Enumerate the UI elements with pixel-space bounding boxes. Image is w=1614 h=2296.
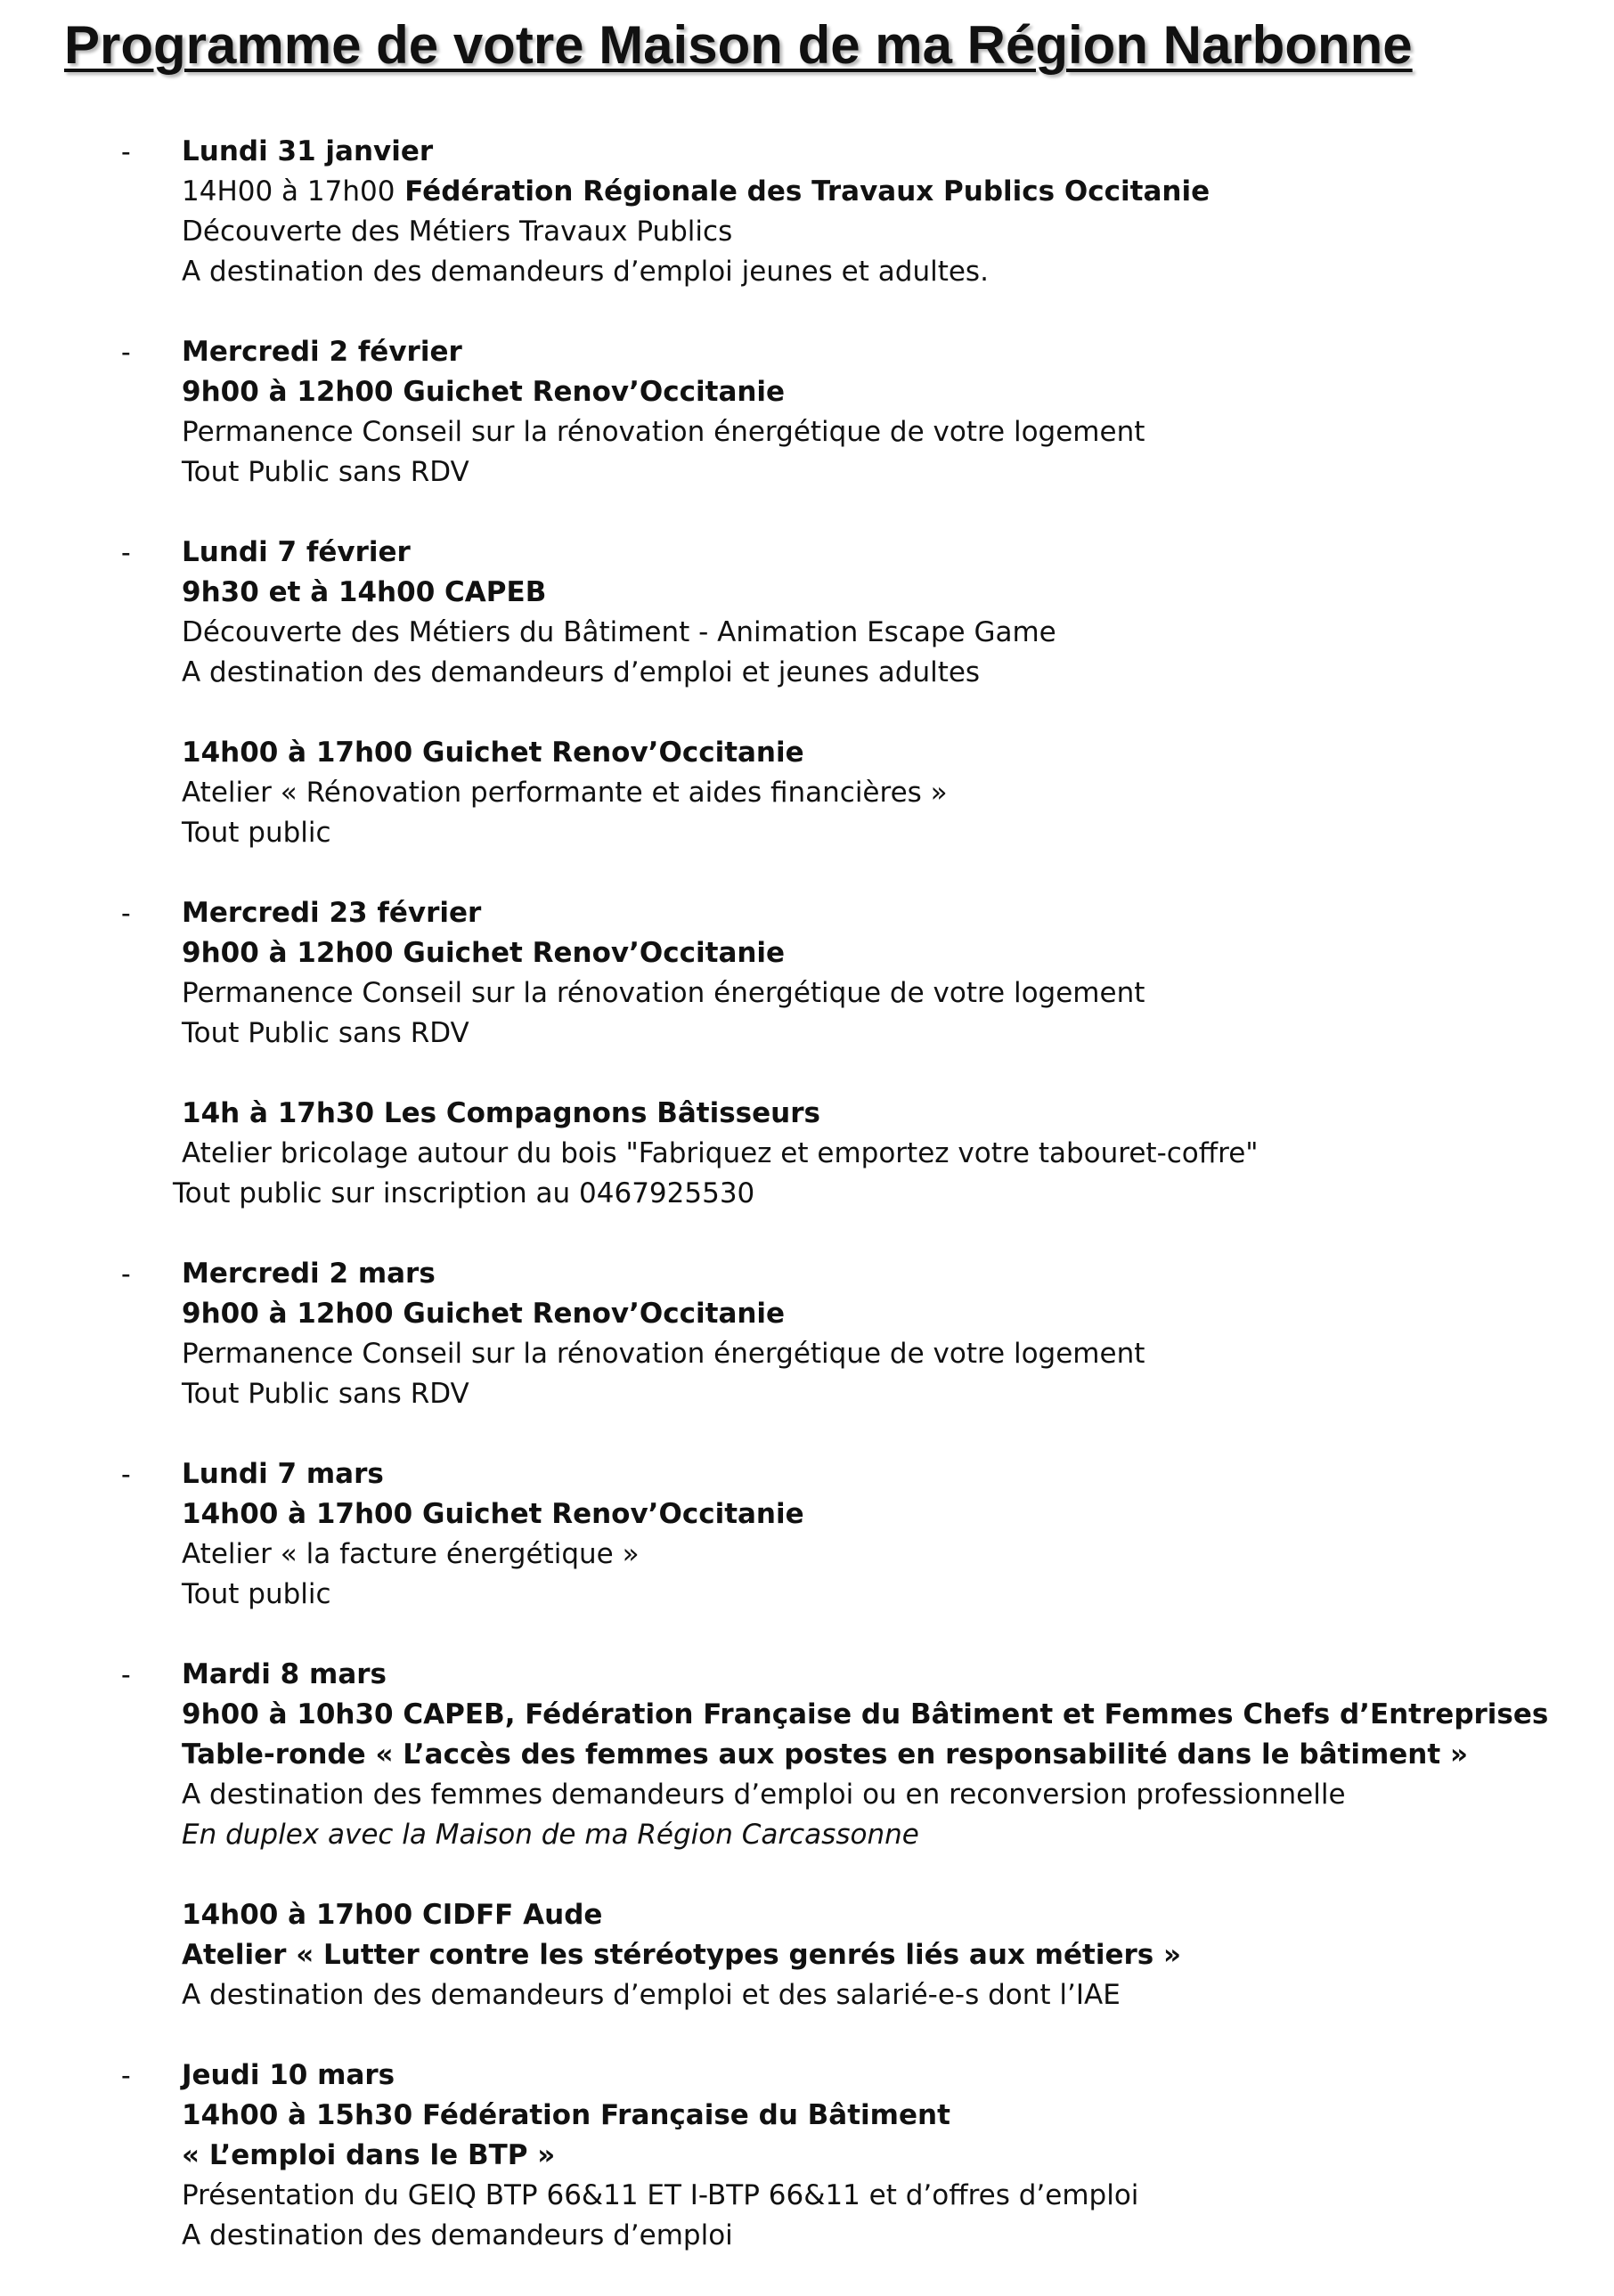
event-audience: A destination des demandeurs d’emploi jeunes et adultes. — [182, 256, 989, 288]
event-heading: 14h à 17h30 Les Compagnons Bâtisseurs — [182, 1097, 820, 1129]
event-block — [0, 893, 1614, 1054]
event-audience: Tout public — [182, 1578, 331, 1610]
event-item — [0, 893, 1614, 1214]
event-block — [0, 132, 1614, 292]
event-audience: A destination des demandeurs d’emploi — [182, 2219, 733, 2251]
event-description: Permanence Conseil sur la rénovation énergétique de votre logement — [182, 977, 1145, 1009]
event-item — [0, 332, 1614, 493]
list-bullet: - — [121, 536, 131, 568]
programme-list — [0, 132, 1614, 2296]
event-description: Atelier « Rénovation performante et aides financières » — [182, 777, 948, 809]
event-heading: 14h00 à 17h00 Guichet Renov’Occitanie — [182, 737, 804, 769]
event-item — [0, 1655, 1614, 2015]
event-date: Mercredi 2 février — [182, 336, 462, 368]
event-block — [0, 332, 1614, 493]
event-audience: A destination des demandeurs d’emploi et des salarié-e-s dont l’IAE — [182, 1979, 1121, 2011]
event-description: Découverte des Métiers du Bâtiment - Animation Escape Game — [182, 616, 1056, 648]
event-item — [0, 1254, 1614, 1414]
event-block — [0, 1655, 1614, 1855]
event-heading: 9h00 à 12h00 Guichet Renov’Occitanie — [182, 376, 786, 408]
event-subheading: « L’emploi dans le BTP » — [182, 2139, 556, 2171]
event-description: Permanence Conseil sur la rénovation énergétique de votre logement — [182, 1338, 1145, 1370]
event-audience: A destination des demandeurs d’emploi et jeunes adultes — [182, 656, 981, 688]
event-audience: Tout public sur inscription au 0467925530 — [173, 1177, 755, 1209]
event-date: Lundi 31 janvier — [182, 135, 434, 167]
event-heading: 14h00 à 17h00 CIDFF Aude — [182, 1899, 603, 1931]
event-note: En duplex avec la Maison de ma Région Carcassonne — [182, 1819, 919, 1851]
event-block — [0, 2056, 1614, 2256]
list-bullet: - — [121, 897, 131, 929]
list-bullet: - — [121, 135, 131, 167]
list-bullet: - — [121, 1258, 131, 1290]
event-description: Découverte des Métiers Travaux Publics — [182, 216, 733, 248]
event-description: Permanence Conseil sur la rénovation énergétique de votre logement — [182, 416, 1145, 448]
event-block — [0, 1094, 1614, 1214]
event-block — [0, 533, 1614, 693]
event-heading: 14h00 à 15h30 Fédération Française du Bâtiment — [182, 2099, 950, 2131]
event-date: Lundi 7 mars — [182, 1458, 384, 1490]
event-date: Lundi 7 février — [182, 536, 411, 568]
event-audience: Tout Public sans RDV — [182, 1378, 469, 1410]
event-heading: 9h00 à 12h00 Guichet Renov’Occitanie — [182, 937, 786, 969]
event-audience: Tout public — [182, 817, 331, 849]
event-date: Mercredi 23 février — [182, 897, 482, 929]
list-bullet: - — [121, 336, 131, 368]
event-item — [0, 533, 1614, 853]
list-bullet: - — [121, 1458, 131, 1490]
list-bullet: - — [121, 2059, 131, 2091]
event-subheading: Table-ronde « L’accès des femmes aux postes en responsabilité dans le bâtiment » — [182, 1738, 1468, 1771]
event-block — [0, 1254, 1614, 1414]
event-time: 14H00 à 17h00 — [182, 175, 395, 208]
event-heading: 9h30 et à 14h00 CAPEB — [182, 576, 547, 608]
event-item — [0, 132, 1614, 292]
event-block — [0, 1895, 1614, 2015]
event-item — [0, 1454, 1614, 1615]
event-description: Présentation du GEIQ BTP 66&11 ET I-BTP 66&11 et d’offres d’emploi — [182, 2179, 1139, 2211]
event-heading: 9h00 à 12h00 Guichet Renov’Occitanie — [182, 1298, 786, 1330]
event-heading: 14h00 à 17h00 Guichet Renov’Occitanie — [182, 1498, 804, 1530]
event-heading: 9h00 à 10h30 CAPEB, Fédération Française du Bâtiment et Femmes Chefs d’Entreprises — [182, 1698, 1549, 1730]
event-date: Mercredi 2 mars — [182, 1258, 436, 1290]
event-organizer: Fédération Régionale des Travaux Publics Occitanie — [395, 175, 1210, 208]
event-audience: Tout Public sans RDV — [182, 1017, 469, 1049]
event-date: Jeudi 10 mars — [182, 2059, 395, 2091]
list-bullet: - — [121, 1658, 131, 1690]
event-item — [0, 2056, 1614, 2256]
event-subheading: Atelier « Lutter contre les stéréotypes genrés liés aux métiers » — [182, 1939, 1182, 1971]
event-block — [0, 1454, 1614, 1615]
event-audience: A destination des femmes demandeurs d’emploi ou en reconversion professionnelle — [182, 1779, 1346, 1811]
event-audience: Tout Public sans RDV — [182, 456, 469, 488]
event-heading — [182, 172, 1614, 212]
event-description: Atelier « la facture énergétique » — [182, 1538, 640, 1570]
page-title: Programme de votre Maison de ma Région Narbonne — [64, 15, 1413, 75]
event-description: Atelier bricolage autour du bois "Fabriquez et emportez votre tabouret-coffre" — [182, 1137, 1259, 1169]
event-block — [0, 733, 1614, 853]
event-date: Mardi 8 mars — [182, 1658, 387, 1690]
